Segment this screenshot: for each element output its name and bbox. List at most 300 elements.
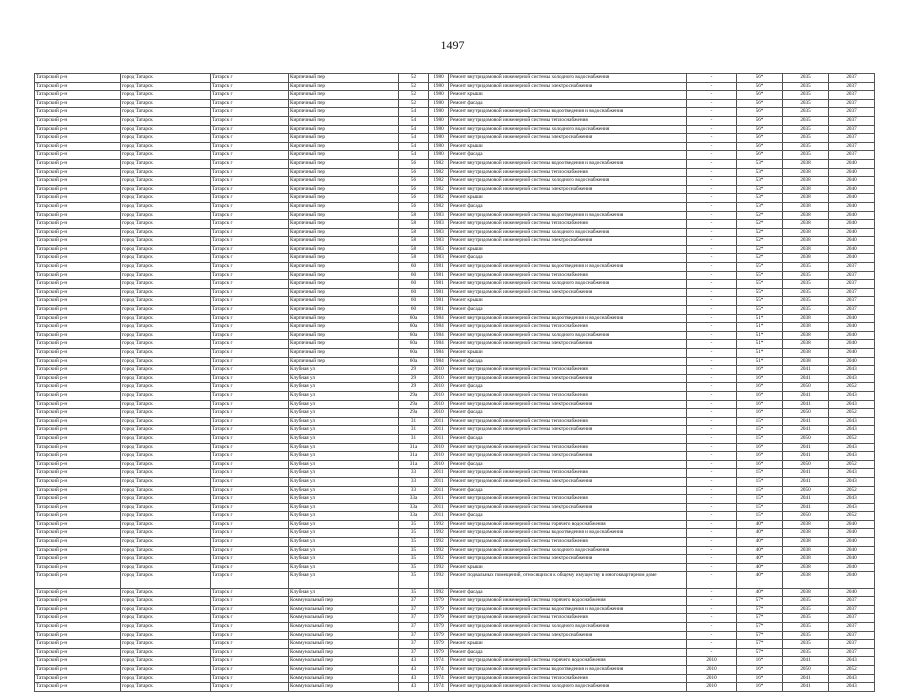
locality-cell: Татарск г [211, 116, 289, 125]
start-year-cell: 2038 [783, 323, 829, 332]
end-year-cell: 2037 [829, 297, 875, 306]
start-year-cell: 2035 [783, 125, 829, 134]
district-cell: Татарский р-н [35, 512, 121, 521]
wear-cell: 16* [737, 452, 783, 461]
street-cell: Клубная ул [289, 512, 399, 521]
wear-cell: 16* [737, 391, 783, 400]
house-number-cell: 29 [399, 366, 429, 375]
wear-cell: 15* [737, 417, 783, 426]
last-repair-cell: - [687, 648, 737, 657]
build-year-cell: 1992 [429, 563, 449, 572]
start-year-cell: 2035 [783, 82, 829, 91]
street-cell: Коммунальный пер [289, 648, 399, 657]
end-year-cell: 2037 [829, 151, 875, 160]
street-cell: Клубная ул [289, 409, 399, 418]
wear-cell: 51* [737, 331, 783, 340]
start-year-cell: 2038 [783, 572, 829, 588]
start-year-cell: 2038 [783, 349, 829, 358]
end-year-cell: 2037 [829, 125, 875, 134]
work-type-cell: Ремонт фасада [449, 434, 687, 443]
last-repair-cell: - [687, 211, 737, 220]
wear-cell: 52* [737, 220, 783, 229]
district-cell: Татарский р-н [35, 434, 121, 443]
wear-cell: 56* [737, 151, 783, 160]
table-row [35, 245, 875, 254]
district-cell: Татарский р-н [35, 168, 121, 177]
settlement-cell: город Татарск [121, 297, 211, 306]
last-repair-cell: - [687, 340, 737, 349]
street-cell: Кирпичный пер [289, 220, 399, 229]
locality-cell: Татарск г [211, 288, 289, 297]
locality-cell: Татарск г [211, 614, 289, 623]
build-year-cell: 2011 [429, 417, 449, 426]
last-repair-cell: - [687, 563, 737, 572]
wear-cell: 56* [737, 74, 783, 83]
end-year-cell: 2040 [829, 563, 875, 572]
settlement-cell: город Татарск [121, 520, 211, 529]
end-year-cell: 2040 [829, 185, 875, 194]
start-year-cell: 2038 [783, 254, 829, 263]
start-year-cell: 2050 [783, 383, 829, 392]
end-year-cell: 2037 [829, 91, 875, 100]
wear-cell: 55* [737, 288, 783, 297]
wear-cell: 52* [737, 254, 783, 263]
wear-cell: 53* [737, 159, 783, 168]
last-repair-cell: - [687, 228, 737, 237]
build-year-cell: 2010 [429, 391, 449, 400]
settlement-cell: город Татарск [121, 280, 211, 289]
wear-cell: 16* [737, 400, 783, 409]
district-cell: Татарский р-н [35, 563, 121, 572]
settlement-cell: город Татарск [121, 331, 211, 340]
locality-cell: Татарск г [211, 546, 289, 555]
last-repair-cell: 2010 [687, 657, 737, 666]
start-year-cell: 2041 [783, 503, 829, 512]
work-type-cell: Ремонт фасада [449, 486, 687, 495]
end-year-cell: 2040 [829, 220, 875, 229]
last-repair-cell: - [687, 245, 737, 254]
wear-cell: 52* [737, 228, 783, 237]
district-cell: Татарский р-н [35, 452, 121, 461]
district-cell: Татарский р-н [35, 211, 121, 220]
district-cell: Татарский р-н [35, 297, 121, 306]
house-number-cell: 60 [399, 280, 429, 289]
build-year-cell: 1983 [429, 254, 449, 263]
work-type-cell: Ремонт фасада [449, 588, 687, 597]
last-repair-cell: - [687, 520, 737, 529]
table-row [35, 495, 875, 504]
table-row [35, 657, 875, 666]
settlement-cell: город Татарск [121, 597, 211, 606]
last-repair-cell: - [687, 177, 737, 186]
settlement-cell: город Татарск [121, 588, 211, 597]
last-repair-cell: - [687, 452, 737, 461]
settlement-cell: город Татарск [121, 245, 211, 254]
start-year-cell: 2038 [783, 159, 829, 168]
last-repair-cell: - [687, 168, 737, 177]
table-row [35, 520, 875, 529]
district-cell: Татарский р-н [35, 657, 121, 666]
work-type-cell: Ремонт внутридомовой инженерной системы холодного водоснабжения [449, 177, 687, 186]
locality-cell: Татарск г [211, 383, 289, 392]
last-repair-cell: - [687, 614, 737, 623]
wear-cell: 16* [737, 683, 783, 692]
district-cell: Татарский р-н [35, 159, 121, 168]
start-year-cell: 2035 [783, 151, 829, 160]
table-row [35, 280, 875, 289]
build-year-cell: 1984 [429, 340, 449, 349]
work-type-cell: Ремонт внутридомовой инженерной системы теплоснабжения [449, 417, 687, 426]
last-repair-cell: - [687, 134, 737, 143]
locality-cell: Татарск г [211, 400, 289, 409]
table-row [35, 99, 875, 108]
build-year-cell: 1983 [429, 245, 449, 254]
locality-cell: Татарск г [211, 340, 289, 349]
house-number-cell: 35 [399, 572, 429, 588]
locality-cell: Татарск г [211, 512, 289, 521]
work-type-cell: Ремонт фасада [449, 151, 687, 160]
street-cell: Клубная ул [289, 426, 399, 435]
start-year-cell: 2035 [783, 640, 829, 649]
settlement-cell: город Татарск [121, 417, 211, 426]
locality-cell: Татарск г [211, 99, 289, 108]
table-row [35, 538, 875, 547]
district-cell: Татарский р-н [35, 486, 121, 495]
table-row [35, 409, 875, 418]
district-cell: Татарский р-н [35, 605, 121, 614]
settlement-cell: город Татарск [121, 349, 211, 358]
house-number-cell: 58 [399, 211, 429, 220]
start-year-cell: 2035 [783, 271, 829, 280]
house-number-cell: 29а [399, 400, 429, 409]
end-year-cell: 2040 [829, 159, 875, 168]
work-type-cell: Ремонт внутридомовой инженерной системы теплоснабжения [449, 220, 687, 229]
street-cell: Клубная ул [289, 563, 399, 572]
start-year-cell: 2050 [783, 486, 829, 495]
last-repair-cell: - [687, 237, 737, 246]
start-year-cell: 2038 [783, 588, 829, 597]
build-year-cell: 1983 [429, 211, 449, 220]
settlement-cell: город Татарск [121, 108, 211, 117]
locality-cell: Татарск г [211, 91, 289, 100]
district-cell: Татарский р-н [35, 91, 121, 100]
settlement-cell: город Татарск [121, 400, 211, 409]
build-year-cell: 1982 [429, 159, 449, 168]
district-cell: Татарский р-н [35, 349, 121, 358]
table-row [35, 220, 875, 229]
table-row [35, 623, 875, 632]
district-cell: Татарский р-н [35, 631, 121, 640]
start-year-cell: 2035 [783, 99, 829, 108]
build-year-cell: 1983 [429, 228, 449, 237]
start-year-cell: 2038 [783, 237, 829, 246]
wear-cell: 16* [737, 460, 783, 469]
street-cell: Кирпичный пер [289, 116, 399, 125]
settlement-cell: город Татарск [121, 665, 211, 674]
district-cell: Татарский р-н [35, 331, 121, 340]
build-year-cell: 1981 [429, 271, 449, 280]
locality-cell: Татарск г [211, 640, 289, 649]
work-type-cell: Ремонт внутридомовой инженерной системы теплоснабжения [449, 391, 687, 400]
settlement-cell: город Татарск [121, 391, 211, 400]
work-type-cell: Ремонт подвальных помещений, относящихся к общему имуществу в многоквартирном доме [449, 572, 687, 588]
work-type-cell: Ремонт фасада [449, 460, 687, 469]
street-cell: Клубная ул [289, 538, 399, 547]
start-year-cell: 2035 [783, 306, 829, 315]
street-cell: Коммунальный пер [289, 657, 399, 666]
street-cell: Кирпичный пер [289, 82, 399, 91]
work-type-cell: Ремонт внутридомовой инженерной системы холодного водоснабжения [449, 546, 687, 555]
build-year-cell: 1992 [429, 572, 449, 588]
street-cell: Клубная ул [289, 572, 399, 588]
street-cell: Кирпичный пер [289, 211, 399, 220]
start-year-cell: 2035 [783, 631, 829, 640]
street-cell: Клубная ул [289, 529, 399, 538]
build-year-cell: 2010 [429, 383, 449, 392]
end-year-cell: 2040 [829, 202, 875, 211]
table-row [35, 460, 875, 469]
locality-cell: Татарск г [211, 254, 289, 263]
wear-cell: 52* [737, 237, 783, 246]
table-row [35, 366, 875, 375]
district-cell: Татарский р-н [35, 640, 121, 649]
house-number-cell: 56 [399, 177, 429, 186]
district-cell: Татарский р-н [35, 177, 121, 186]
wear-cell: 15* [737, 477, 783, 486]
district-cell: Татарский р-н [35, 340, 121, 349]
start-year-cell: 2038 [783, 168, 829, 177]
table-row [35, 563, 875, 572]
build-year-cell: 1982 [429, 177, 449, 186]
build-year-cell: 2010 [429, 366, 449, 375]
district-cell: Татарский р-н [35, 185, 121, 194]
start-year-cell: 2041 [783, 674, 829, 683]
work-type-cell: Ремонт внутридомовой инженерной системы электроснабжения [449, 134, 687, 143]
end-year-cell: 2040 [829, 340, 875, 349]
start-year-cell: 2041 [783, 657, 829, 666]
last-repair-cell: - [687, 623, 737, 632]
end-year-cell: 2037 [829, 263, 875, 272]
last-repair-cell: - [687, 572, 737, 588]
build-year-cell: 1974 [429, 657, 449, 666]
end-year-cell: 2040 [829, 572, 875, 588]
house-number-cell: 56 [399, 159, 429, 168]
wear-cell: 51* [737, 349, 783, 358]
house-number-cell: 37 [399, 631, 429, 640]
work-type-cell: Ремонт внутридомовой инженерной системы электроснабжения [449, 288, 687, 297]
wear-cell: 53* [737, 202, 783, 211]
wear-cell: 40* [737, 572, 783, 588]
work-type-cell: Ремонт внутридомовой инженерной системы холодного водоснабжения [449, 683, 687, 692]
house-number-cell: 37 [399, 648, 429, 657]
end-year-cell: 2052 [829, 460, 875, 469]
start-year-cell: 2038 [783, 194, 829, 203]
work-type-cell: Ремонт внутридомовой инженерной системы водоотведения и водоснабжения [449, 314, 687, 323]
start-year-cell: 2041 [783, 391, 829, 400]
house-number-cell: 35 [399, 563, 429, 572]
wear-cell: 52* [737, 245, 783, 254]
street-cell: Кирпичный пер [289, 194, 399, 203]
build-year-cell: 1982 [429, 194, 449, 203]
house-number-cell: 35 [399, 529, 429, 538]
locality-cell: Татарск г [211, 237, 289, 246]
last-repair-cell: - [687, 314, 737, 323]
street-cell: Кирпичный пер [289, 323, 399, 332]
build-year-cell: 1974 [429, 683, 449, 692]
district-cell: Татарский р-н [35, 538, 121, 547]
end-year-cell: 2052 [829, 665, 875, 674]
district-cell: Татарский р-н [35, 99, 121, 108]
last-repair-cell: - [687, 297, 737, 306]
end-year-cell: 2043 [829, 503, 875, 512]
locality-cell: Татарск г [211, 271, 289, 280]
table-row [35, 640, 875, 649]
locality-cell: Татарск г [211, 349, 289, 358]
settlement-cell: город Татарск [121, 469, 211, 478]
settlement-cell: город Татарск [121, 91, 211, 100]
settlement-cell: город Татарск [121, 657, 211, 666]
table-row [35, 159, 875, 168]
locality-cell: Татарск г [211, 125, 289, 134]
build-year-cell: 1979 [429, 640, 449, 649]
work-type-cell: Ремонт внутридомовой инженерной системы водоотведения и водоснабжения [449, 108, 687, 117]
last-repair-cell: - [687, 323, 737, 332]
house-number-cell: 58 [399, 228, 429, 237]
start-year-cell: 2038 [783, 546, 829, 555]
last-repair-cell: - [687, 263, 737, 272]
work-type-cell: Ремонт крыши [449, 91, 687, 100]
wear-cell: 15* [737, 512, 783, 521]
wear-cell: 40* [737, 520, 783, 529]
street-cell: Клубная ул [289, 486, 399, 495]
street-cell: Кирпичный пер [289, 237, 399, 246]
street-cell: Кирпичный пер [289, 263, 399, 272]
table-row [35, 469, 875, 478]
work-type-cell: Ремонт внутридомовой инженерной системы электроснабжения [449, 452, 687, 461]
settlement-cell: город Татарск [121, 460, 211, 469]
end-year-cell: 2037 [829, 648, 875, 657]
locality-cell: Татарск г [211, 185, 289, 194]
start-year-cell: 2035 [783, 297, 829, 306]
district-cell: Татарский р-н [35, 228, 121, 237]
district-cell: Татарский р-н [35, 674, 121, 683]
locality-cell: Татарск г [211, 280, 289, 289]
start-year-cell: 2041 [783, 374, 829, 383]
wear-cell: 15* [737, 486, 783, 495]
table-row [35, 116, 875, 125]
start-year-cell: 2041 [783, 366, 829, 375]
district-cell: Татарский р-н [35, 683, 121, 692]
wear-cell: 57* [737, 614, 783, 623]
settlement-cell: город Татарск [121, 323, 211, 332]
district-cell: Татарский р-н [35, 400, 121, 409]
table-row [35, 142, 875, 151]
last-repair-cell: - [687, 503, 737, 512]
last-repair-cell: - [687, 434, 737, 443]
street-cell: Коммунальный пер [289, 674, 399, 683]
work-type-cell: Ремонт внутридомовой инженерной системы холодного водоснабжения [449, 74, 687, 83]
table-row [35, 683, 875, 692]
locality-cell: Татарск г [211, 529, 289, 538]
wear-cell: 53* [737, 194, 783, 203]
table-row [35, 477, 875, 486]
build-year-cell: 2011 [429, 512, 449, 521]
work-type-cell: Ремонт фасада [449, 202, 687, 211]
settlement-cell: город Татарск [121, 674, 211, 683]
district-cell: Татарский р-н [35, 357, 121, 366]
table-row [35, 202, 875, 211]
house-number-cell: 58 [399, 254, 429, 263]
locality-cell: Татарск г [211, 477, 289, 486]
house-number-cell: 33 [399, 469, 429, 478]
locality-cell: Татарск г [211, 409, 289, 418]
table-row [35, 452, 875, 461]
end-year-cell: 2040 [829, 588, 875, 597]
build-year-cell: 2010 [429, 400, 449, 409]
wear-cell: 15* [737, 469, 783, 478]
build-year-cell: 1981 [429, 280, 449, 289]
street-cell: Коммунальный пер [289, 614, 399, 623]
build-year-cell: 1981 [429, 263, 449, 272]
wear-cell: 56* [737, 91, 783, 100]
district-cell: Татарский р-н [35, 82, 121, 91]
last-repair-cell: - [687, 271, 737, 280]
house-number-cell: 43 [399, 683, 429, 692]
street-cell: Кирпичный пер [289, 228, 399, 237]
end-year-cell: 2037 [829, 116, 875, 125]
end-year-cell: 2052 [829, 512, 875, 521]
house-number-cell: 60а [399, 314, 429, 323]
start-year-cell: 2041 [783, 469, 829, 478]
table-row [35, 391, 875, 400]
locality-cell: Татарск г [211, 597, 289, 606]
table-row [35, 605, 875, 614]
district-cell: Татарский р-н [35, 323, 121, 332]
build-year-cell: 1992 [429, 529, 449, 538]
last-repair-cell: - [687, 391, 737, 400]
end-year-cell: 2037 [829, 134, 875, 143]
table-row [35, 228, 875, 237]
wear-cell: 55* [737, 306, 783, 315]
street-cell: Клубная ул [289, 588, 399, 597]
street-cell: Кирпичный пер [289, 331, 399, 340]
wear-cell: 40* [737, 563, 783, 572]
work-type-cell: Ремонт внутридомовой инженерной системы водоотведения и водоснабжения [449, 211, 687, 220]
wear-cell: 55* [737, 263, 783, 272]
table-row [35, 297, 875, 306]
wear-cell: 57* [737, 648, 783, 657]
work-type-cell: Ремонт фасада [449, 383, 687, 392]
district-cell: Татарский р-н [35, 151, 121, 160]
settlement-cell: город Татарск [121, 443, 211, 452]
house-number-cell: 54 [399, 108, 429, 117]
locality-cell: Татарск г [211, 314, 289, 323]
settlement-cell: город Татарск [121, 74, 211, 83]
start-year-cell: 2035 [783, 108, 829, 117]
settlement-cell: город Татарск [121, 648, 211, 657]
district-cell: Татарский р-н [35, 237, 121, 246]
district-cell: Татарский р-н [35, 245, 121, 254]
wear-cell: 16* [737, 409, 783, 418]
district-cell: Татарский р-н [35, 477, 121, 486]
work-type-cell: Ремонт внутридомовой инженерной системы холодного водоснабжения [449, 280, 687, 289]
work-type-cell: Ремонт внутридомовой инженерной системы холодного водоснабжения [449, 125, 687, 134]
district-cell: Татарский р-н [35, 555, 121, 564]
table-row [35, 314, 875, 323]
work-type-cell: Ремонт внутридомовой инженерной системы водоотведения и водоснабжения [449, 529, 687, 538]
end-year-cell: 2040 [829, 168, 875, 177]
street-cell: Кирпичный пер [289, 185, 399, 194]
